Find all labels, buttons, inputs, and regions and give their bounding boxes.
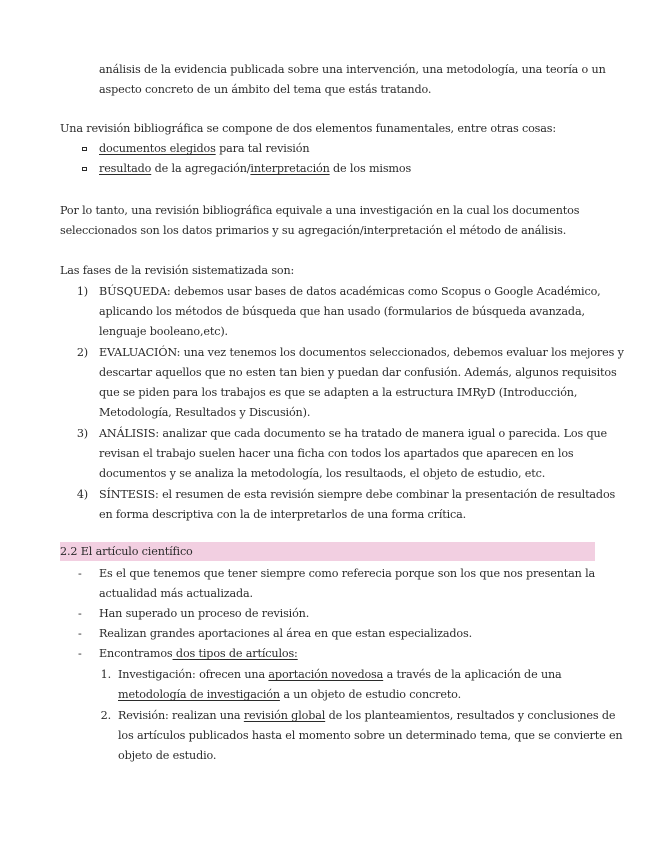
sub-item-2-line-3: objeto de estudio. xyxy=(118,749,217,762)
phases-lead: Las fases de la revisión sistematizada son: xyxy=(60,264,295,277)
article-bullet-4-text: Encontramos xyxy=(99,647,173,660)
elements-lead: Una revisión bibliográfica se compone de dos elementos funamentales, entre otras cosas: xyxy=(60,122,556,135)
intro-line-1: análisis de la evidencia publicada sobre una intervención, una metodología, una teoría o un xyxy=(99,63,606,76)
phase-number: 4) xyxy=(76,488,88,501)
equivalence-line-1: Por lo tanto, una revisión bibliográfica equivale a una investigación en la cual los documentos xyxy=(60,204,580,217)
phase-3-line-3: documentos y se analiza la metodología, los resultaods, el objeto de estudio, etc. xyxy=(99,467,546,480)
elements-item-1-text: para tal revisión xyxy=(215,142,310,155)
elements-item-1 xyxy=(99,139,309,159)
phase-3-line-1: ANÁLISIS: analizar que cada documento se ha tratado de manera igual o parecida. Los que xyxy=(99,427,608,440)
sub-item-2-line-2: los artículos publicados hasta el momento sobre un determinado tema, que se convierte en xyxy=(118,729,623,742)
dash-bullet: - xyxy=(78,647,82,660)
phase-number: 3) xyxy=(76,427,88,440)
revision-global-term: revisión global xyxy=(243,709,326,722)
elements-item-2-mid: de la agregación/ xyxy=(151,162,251,175)
phase-4-line-1: SÍNTESIS: el resumen de esta revisión siempre debe combinar la presentación de resultados xyxy=(99,488,616,501)
phase-4-line-2: en forma descriptiva con la de interpretarlos de una forma crítica. xyxy=(99,508,467,521)
sub-item-1-pre: Investigación: ofrecen una xyxy=(118,668,269,681)
sub-item-1-rest: a un objeto de estudio concreto. xyxy=(279,688,461,701)
sub-item-2-rest: de los planteamientos, resultados y conclusiones de xyxy=(325,709,616,722)
phase-2-line-1: EVALUACIÓN: una vez tenemos los documentos seleccionados, debemos evaluar los mejores y xyxy=(99,346,624,359)
resultado-term: resultado xyxy=(99,162,152,175)
phase-3-line-2: revisan el trabajo suelen hacer una ficha con todos los apartados que aparecen en los xyxy=(99,447,574,460)
documentos-elegidos-term: documentos elegidos xyxy=(99,142,216,155)
article-bullet-4 xyxy=(99,644,298,664)
dash-bullet: - xyxy=(78,627,82,640)
elements-item-2-rest: de los mismos xyxy=(329,162,412,175)
metodologia-investigacion-term: metodología de investigación xyxy=(118,688,280,701)
article-bullet-3: Realizan grandes aportaciones al área en que estan especializados. xyxy=(99,627,472,640)
sub-item-1-mid: a través de la aplicación de una xyxy=(383,668,562,681)
square-bullet-icon xyxy=(82,167,87,171)
dos-tipos-term: dos tipos de artículos: xyxy=(172,647,298,660)
sub-item-2-line-1 xyxy=(118,706,615,726)
article-bullet-2: Han superado un proceso de revisión. xyxy=(99,607,310,620)
intro-line-2: aspecto concreto de un ámbito del tema que estás tratando. xyxy=(99,83,432,96)
phase-1-line-1: BÚSQUEDA: debemos usar bases de datos académicas como Scopus o Google Académico, xyxy=(99,285,601,298)
aportacion-novedosa-term: aportación novedosa xyxy=(268,668,384,681)
phase-1-line-3: lenguaje booleano,etc). xyxy=(99,325,228,338)
sub-item-number: 2. xyxy=(100,709,111,722)
equivalence-line-2: seleccionados son los datos primarios y su agregación/interpretación el método de análisis. xyxy=(60,224,567,237)
square-bullet-icon xyxy=(82,147,87,151)
phase-number: 2) xyxy=(76,346,88,359)
phase-number: 1) xyxy=(76,285,88,298)
sub-item-number: 1. xyxy=(100,668,111,681)
dash-bullet: - xyxy=(78,607,82,620)
sub-item-1-line-2 xyxy=(118,685,461,705)
interpretacion-term: interpretación xyxy=(250,162,330,175)
sub-item-1-line-1 xyxy=(118,665,562,685)
phase-2-line-4: Metodología, Resultados y Discusión). xyxy=(99,406,311,419)
dash-bullet: - xyxy=(78,567,82,580)
phase-2-line-2: descartar aquellos que no esten tan bien y puedan dar confusión. Además, algunos requisitos xyxy=(99,366,617,379)
sub-item-2-pre: Revisión: realizan una xyxy=(118,709,244,722)
phase-2-line-3: que se piden para los trabajos es que se adapten a la estructura IMRyD (Introducción, xyxy=(99,386,578,399)
article-bullet-1-line-2: actualidad más actualizada. xyxy=(99,587,253,600)
phase-1-line-2: aplicando los métodos de búsqueda que han usado (formularios de búsqueda avanzada, xyxy=(99,305,585,318)
article-bullet-1-line-1: Es el que tenemos que tener siempre como referecia porque son los que nos presentan la xyxy=(99,567,596,580)
elements-item-2 xyxy=(99,159,411,179)
section-heading: 2.2 El artículo científico xyxy=(60,545,193,558)
